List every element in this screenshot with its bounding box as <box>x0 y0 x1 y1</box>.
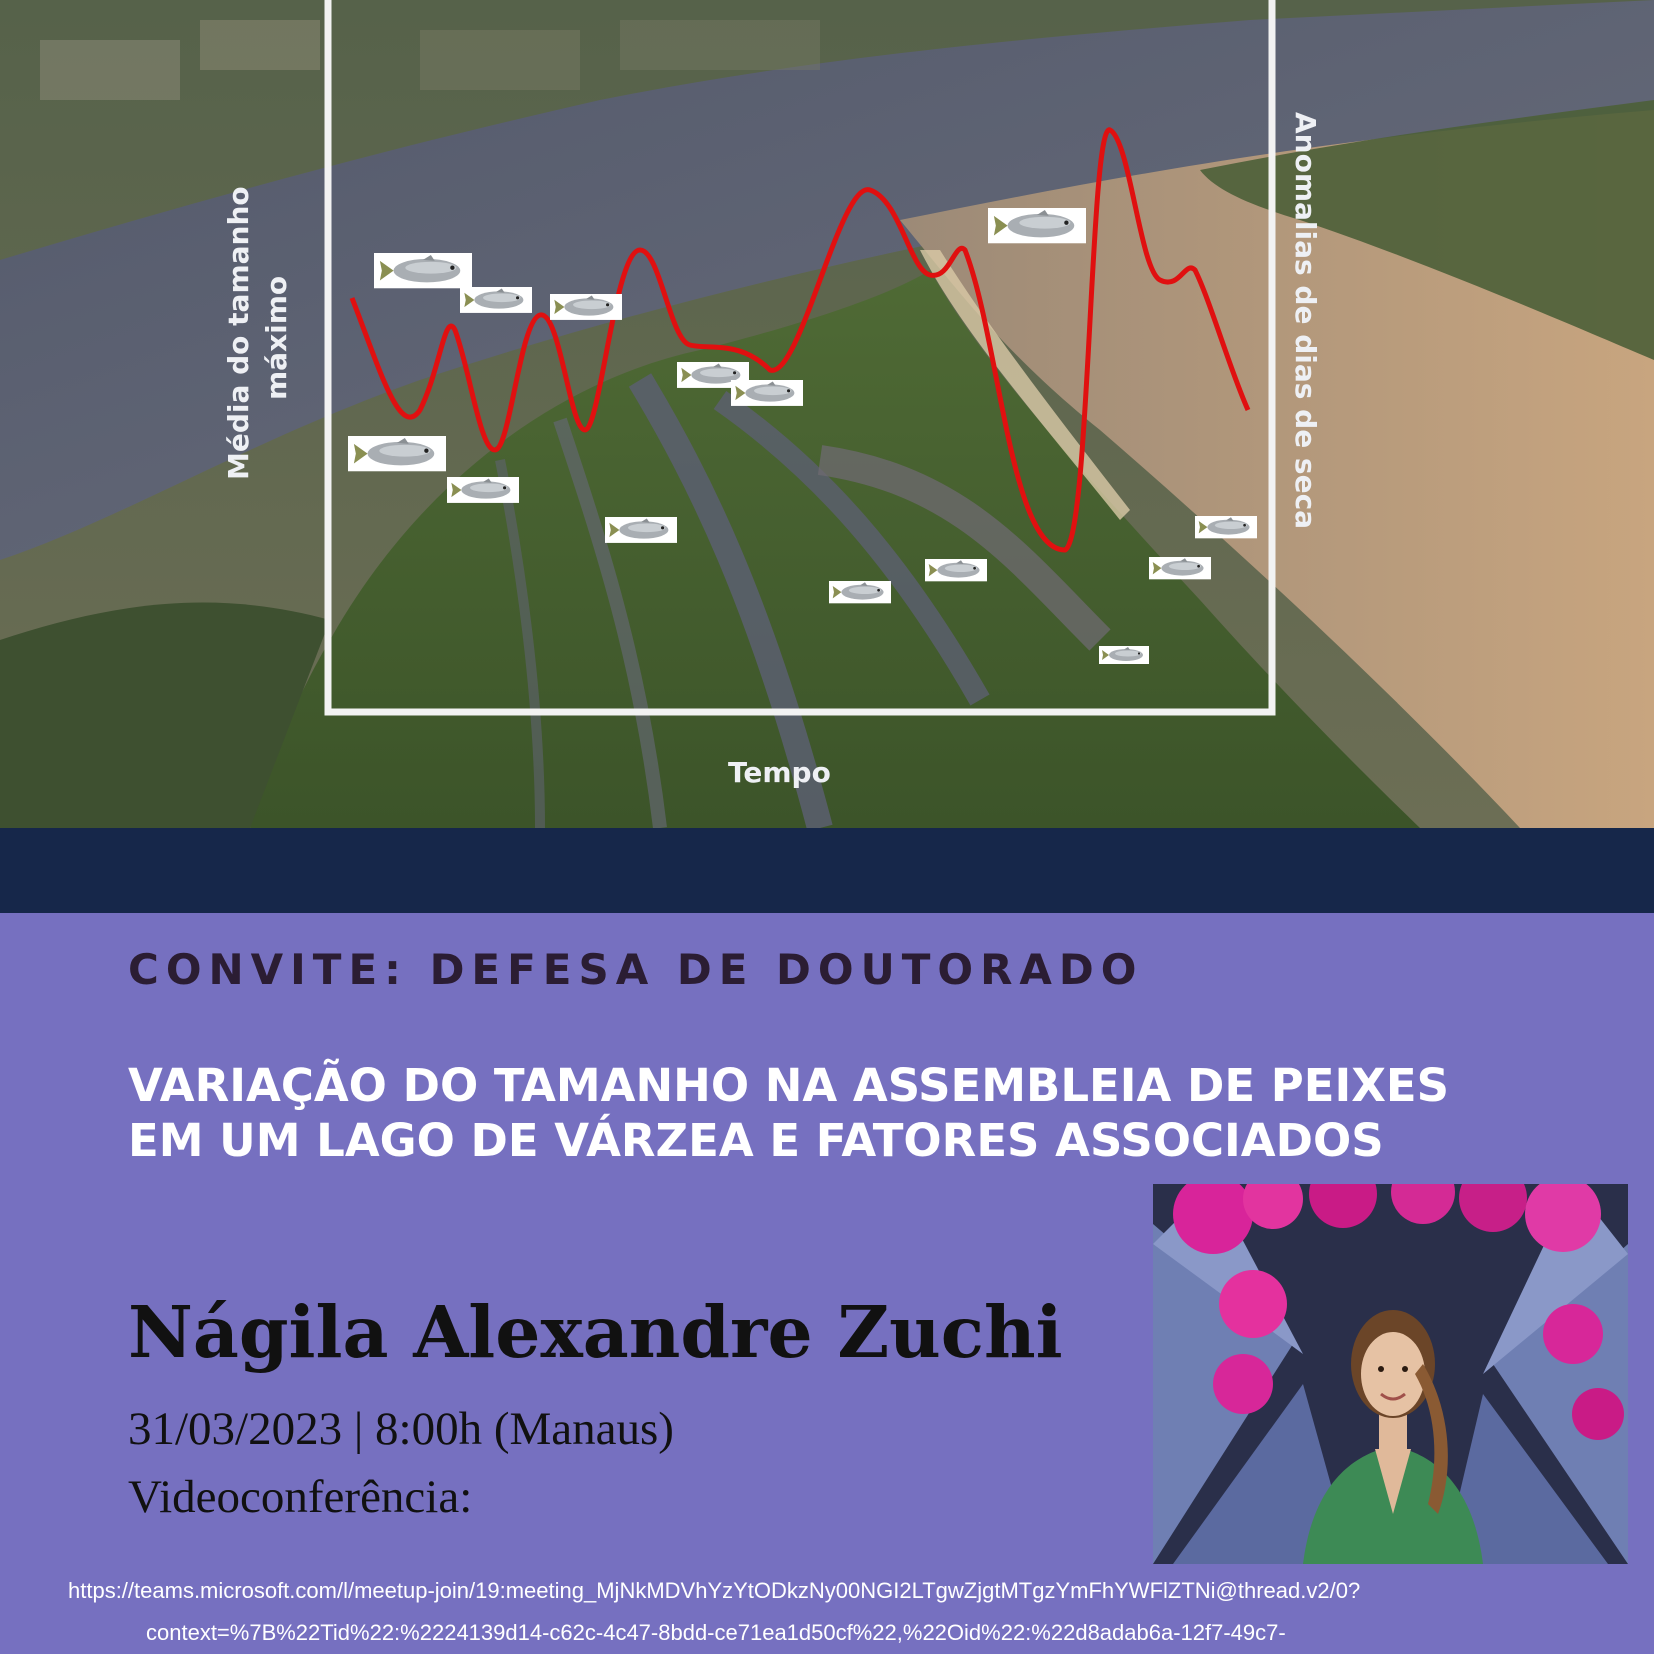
fish-icon <box>829 581 891 603</box>
fish-icon <box>374 253 472 288</box>
y-axis-label-left-line2: máximo <box>260 275 293 400</box>
y-axis-label-right: Anomalias de dias de seca <box>1289 112 1322 530</box>
fish-icon <box>348 436 446 471</box>
navy-divider-band <box>0 828 1654 913</box>
thesis-title-line2: EM UM LAGO DE VÁRZEA E FATORES ASSOCIADOS <box>128 1114 1384 1167</box>
fish-icon <box>550 294 622 320</box>
fish-icon <box>605 517 677 543</box>
x-axis-label: Tempo <box>728 756 831 789</box>
fish-icon <box>447 477 519 503</box>
fish-icon <box>460 287 532 313</box>
defense-datetime: 31/03/2023 | 8:00h (Manaus) <box>128 1403 674 1455</box>
meeting-link-line1[interactable]: https://teams.microsoft.com/l/meetup-join/19:meeting_MjNkMDVhYzYtODkzNy00NGI2LTgwZjgtMTgzYmFhYWFlZTNi@thread.v2/0? <box>68 1578 1361 1603</box>
fish-icon <box>1195 516 1257 538</box>
candidate-name: Nágila Alexandre Zuchi <box>128 1290 1063 1374</box>
meeting-link-line2[interactable]: context=%7B%22Tid%22:%2224139d14-c62c-4c47-8bdd-ce71ea1d50cf%22,%22Oid%22:%22d8adab6a-12f7-49c7- <box>146 1620 1286 1645</box>
fish-icon <box>731 380 803 406</box>
fish-icon <box>925 559 987 581</box>
thesis-title-line1: VARIAÇÃO DO TAMANHO NA ASSEMBLEIA DE PEIXES <box>128 1059 1450 1112</box>
fish-icon <box>1099 646 1149 664</box>
videoconference-label: Videoconferência: <box>128 1471 473 1523</box>
fish-icon <box>988 208 1086 243</box>
invitation-heading: CONVITE: DEFESA DE DOUTORADO <box>128 945 1144 994</box>
candidate-photo <box>1153 1184 1628 1564</box>
thesis-title <box>128 1058 1628 1168</box>
y-axis-label-left-line1: Média do tamanho <box>222 186 255 480</box>
fish-icon <box>1149 557 1211 579</box>
